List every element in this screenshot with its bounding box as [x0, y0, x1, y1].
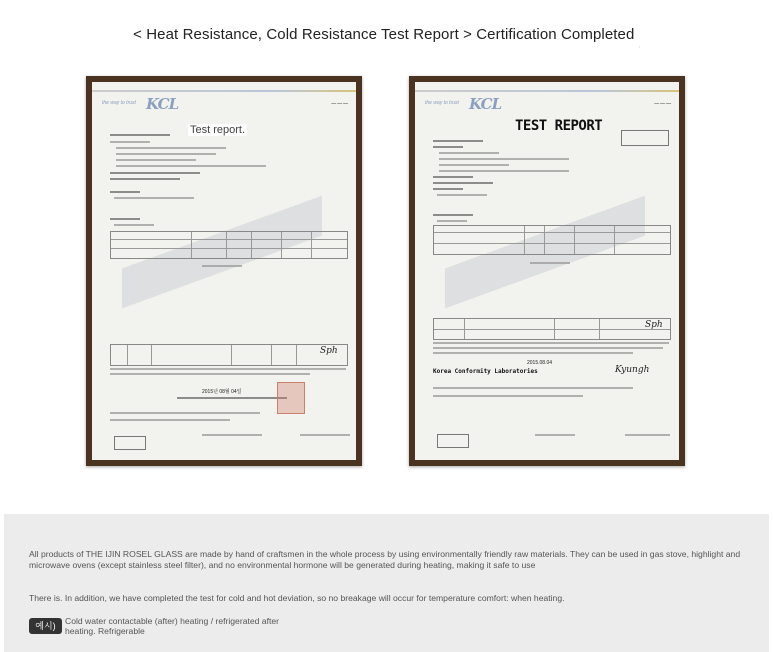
report-heading: TEST REPORT: [515, 118, 603, 134]
kcl-logo: KCL: [146, 95, 179, 113]
kcl-tagline: the way to trust: [102, 100, 136, 106]
example-badge: 예시): [29, 618, 62, 634]
test-report-left-image: [86, 76, 362, 466]
report-paper: the way to trust KCL ━━ ━━ ━━ Sph 2015년 08월 04일 Test report.: [92, 82, 356, 460]
example-text: Cold water contactable (after) heating / refrigerated after heating. Refrigerable: [65, 616, 280, 636]
report-date: 2015년 08월 04일: [202, 389, 242, 395]
kcl-tagline: the way to trust: [425, 100, 459, 106]
title-mark: ‚: [638, 43, 640, 49]
report-date: 2015.08.04: [527, 360, 553, 366]
page-title: < Heat Resistance, Cold Resistance Test Report > Certification Completed$_‚$: [133, 26, 640, 49]
kcl-logo: KCL: [469, 95, 502, 113]
test-report-right-image: [409, 76, 685, 466]
test-report-caption: Test report.: [190, 124, 246, 136]
official-seal: [277, 382, 305, 414]
info-paragraph-deviation: There is. In addition, we have completed the test for cold and hot deviation, so no breakage will occur for temperature comfort: when heating.: [29, 593, 565, 603]
info-paragraph-materials: All products of THE IJIN ROSEL GLASS are made by hand of craftsmen in the whole process by using environmentally friendly raw materials. They can be used in gas stove, highlight and microwave ovens (except stainless steel filter), and no environmental hormone will be generated during heating, making it safe to use: [29, 549, 741, 570]
product-info-panel: [4, 514, 769, 652]
report-paper: the way to trust KCL ━━ ━━ ━━ TEST REPORT Sph 2015.08.04 Korea Conformity Laboratories Kyungh: [415, 82, 679, 460]
organization-name: Korea Conformity Laboratories: [433, 368, 538, 375]
